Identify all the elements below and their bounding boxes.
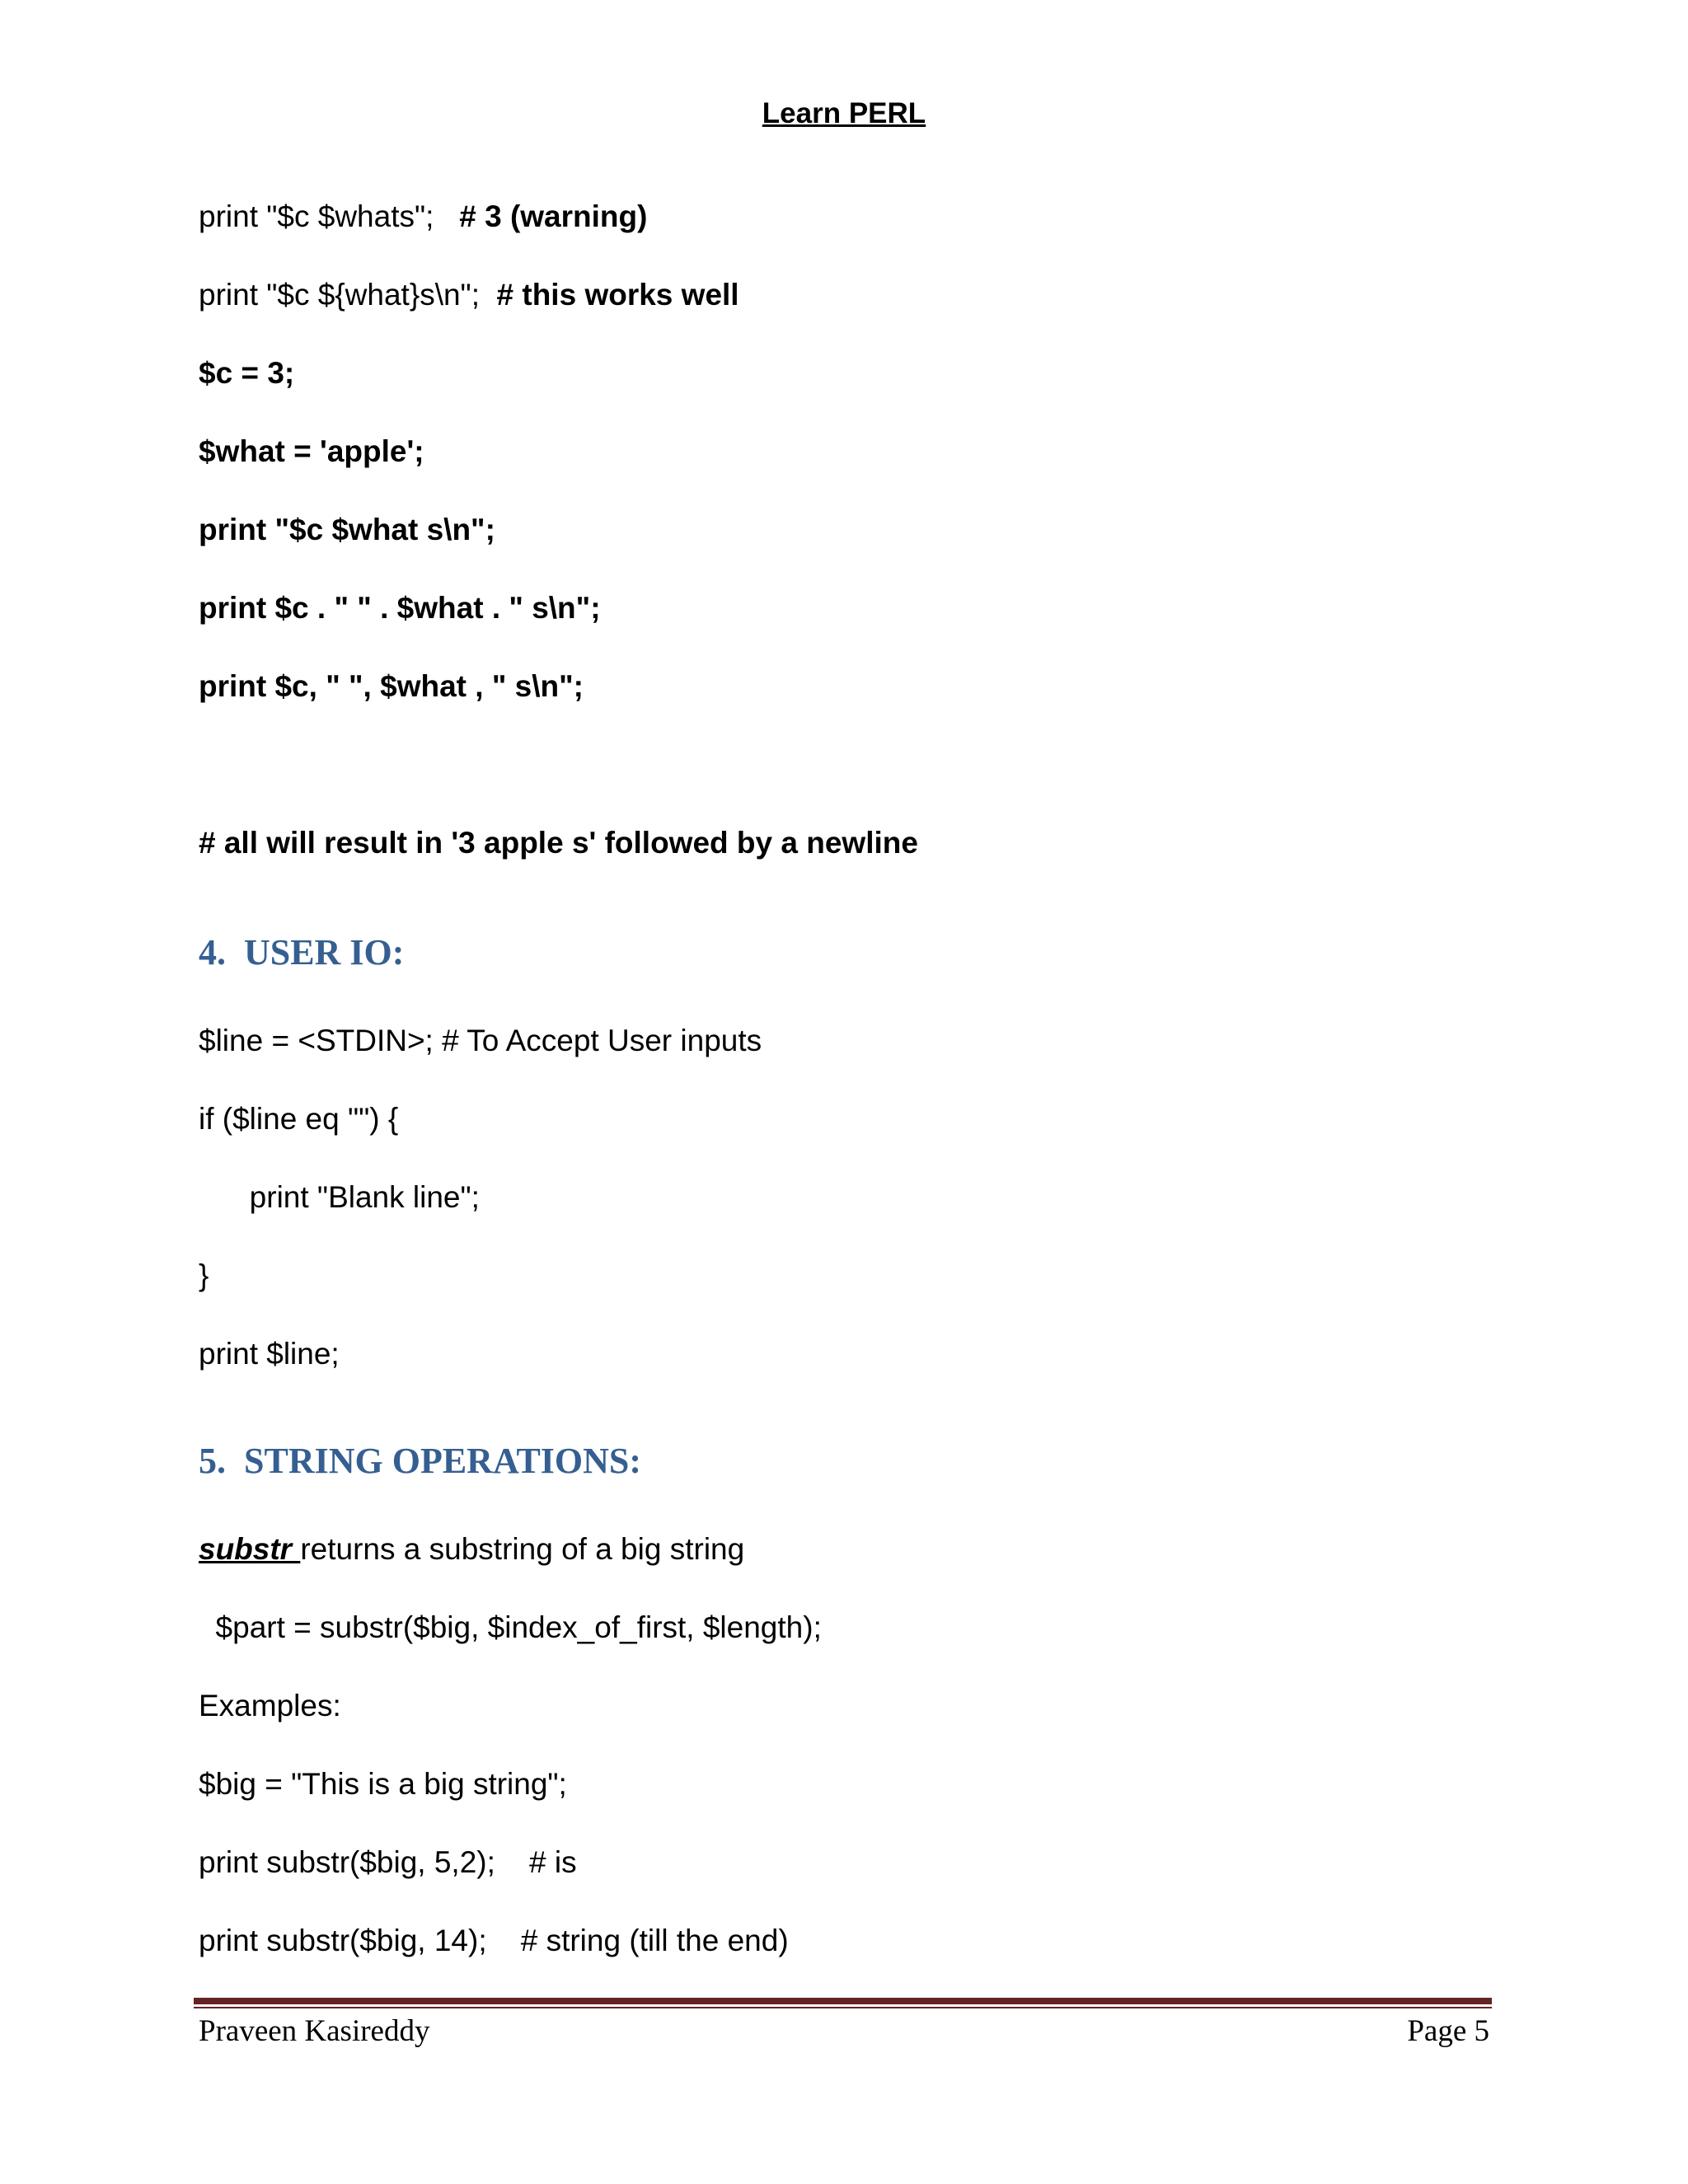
code-line-2 xyxy=(199,277,739,313)
page-header-title: Learn PERL xyxy=(762,97,926,129)
substr-keyword: substr xyxy=(199,1532,301,1566)
code-line-6: print $c . " " . $what . " s\n"; xyxy=(199,591,601,625)
code-line-1 xyxy=(199,199,647,235)
code-line: print substr($big, 14); # string (till the end) xyxy=(199,1924,789,1957)
footer-divider xyxy=(194,1998,1492,2004)
code-line: $part = substr($big, $index_of_first, $length); xyxy=(199,1610,822,1644)
substr-desc-text: returns a substring of a big string xyxy=(300,1532,745,1566)
code-text: print "$c $whats"; xyxy=(199,199,460,233)
substr-description xyxy=(199,1531,744,1568)
footer-page-number: Page 5 xyxy=(1407,2014,1489,2048)
code-line-7: print $c, " ", $what , " s\n"; xyxy=(199,669,584,703)
examples-label: Examples: xyxy=(199,1689,341,1722)
footer-author: Praveen Kasireddy xyxy=(199,2014,430,2048)
code-line: $big = "This is a big string"; xyxy=(199,1767,567,1801)
section-heading-user-io: 4. USER IO: xyxy=(199,932,405,972)
code-line: print substr($big, 5,2); # is xyxy=(199,1845,577,1879)
section-heading-string-operations: 5. STRING OPERATIONS: xyxy=(199,1441,642,1481)
code-text: print "$c ${what}s\n"; xyxy=(199,278,497,312)
code-line-5: print "$c $what s\n"; xyxy=(199,513,495,546)
code-comment: # 3 (warning) xyxy=(459,199,648,233)
footer-divider-thin xyxy=(194,2007,1492,2008)
result-comment: # all will result in '3 apple s' followed by a newline xyxy=(199,826,918,860)
code-comment: # this works well xyxy=(496,278,739,312)
code-line: print $line; xyxy=(199,1337,340,1371)
code-line: $line = <STDIN>; # To Accept User inputs xyxy=(199,1024,762,1057)
code-line: print "Blank line"; xyxy=(199,1180,480,1214)
code-line: if ($line eq "") { xyxy=(199,1102,399,1136)
code-line-4: $what = 'apple'; xyxy=(199,434,424,468)
code-line: } xyxy=(199,1258,209,1292)
code-line-3: $c = 3; xyxy=(199,356,295,390)
